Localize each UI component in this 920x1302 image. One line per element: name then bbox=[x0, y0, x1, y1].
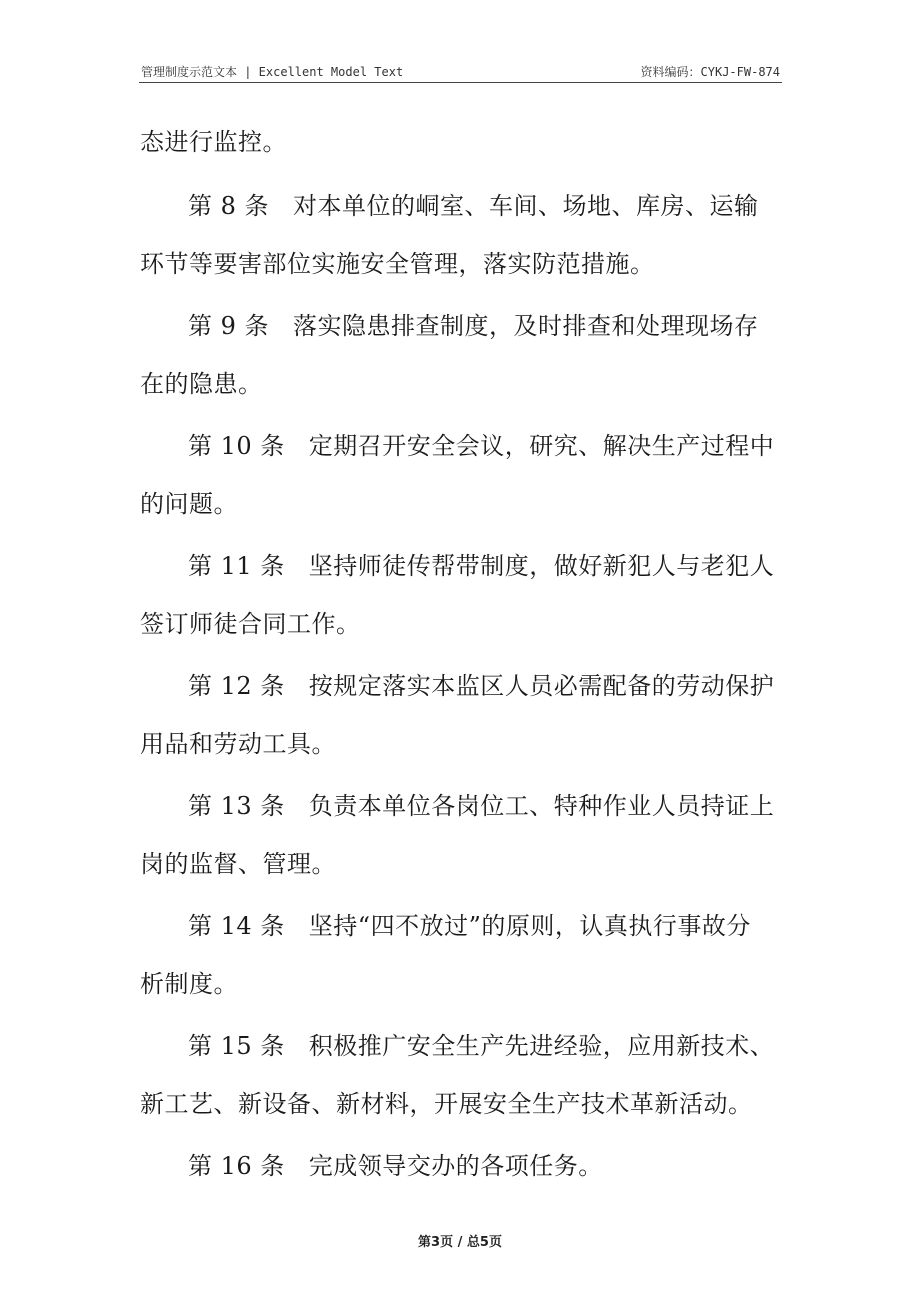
article-text: 对本单位的峒室、车间、场地、库房、运输 bbox=[293, 192, 759, 220]
article-15 bbox=[188, 1022, 774, 1070]
article-13 bbox=[188, 782, 774, 830]
article-11-cont: 签订师徒合同工作。 bbox=[140, 610, 361, 638]
article-11 bbox=[188, 542, 774, 590]
article-number: 第 14 条 bbox=[188, 912, 285, 940]
article-number: 第 12 条 bbox=[188, 672, 285, 700]
article-text: 坚持“四不放过”的原则，认真执行事故分 bbox=[308, 912, 751, 940]
article-number: 第 11 条 bbox=[188, 552, 285, 580]
page-number: 第3页 / 总5页 bbox=[418, 1235, 502, 1250]
article-9-cont: 在的隐患。 bbox=[140, 370, 263, 398]
article-14 bbox=[188, 902, 751, 950]
article-number: 第 10 条 bbox=[188, 432, 285, 460]
paragraph-continuation: 态进行监控。 bbox=[140, 128, 287, 156]
article-text: 完成领导交办的各项任务。 bbox=[308, 1152, 603, 1180]
page-header bbox=[139, 60, 782, 83]
article-number: 第 8 条 bbox=[188, 192, 270, 220]
article-16 bbox=[188, 1142, 603, 1190]
header-title: 管理制度示范文本 | Excellent Model Text bbox=[141, 65, 404, 79]
article-13-cont: 岗的监督、管理。 bbox=[140, 850, 336, 878]
article-12-cont: 用品和劳动工具。 bbox=[140, 730, 336, 758]
article-text: 积极推广安全生产先进经验，应用新技术、 bbox=[308, 1032, 775, 1060]
article-number: 第 9 条 bbox=[188, 312, 270, 340]
article-number: 第 16 条 bbox=[188, 1152, 285, 1180]
article-text: 按规定落实本监区人员必需配备的劳动保护 bbox=[308, 672, 775, 700]
document-code: 资料编码：CYKJ-FW-874 bbox=[640, 65, 780, 79]
article-10 bbox=[188, 422, 774, 470]
article-14-cont: 析制度。 bbox=[140, 970, 238, 998]
article-text: 落实隐患排查制度，及时排查和处理现场存 bbox=[293, 312, 759, 340]
article-12 bbox=[188, 662, 774, 710]
article-9 bbox=[188, 302, 759, 350]
article-15-cont: 新工艺、新设备、新材料，开展安全生产技术革新活动。 bbox=[140, 1090, 753, 1118]
article-10-cont: 的问题。 bbox=[140, 490, 238, 518]
article-text: 坚持师徒传帮带制度，做好新犯人与老犯人 bbox=[308, 552, 775, 580]
article-8-cont: 环节等要害部位实施安全管理，落实防范措施。 bbox=[140, 250, 655, 278]
article-8 bbox=[188, 182, 759, 230]
article-text: 定期召开安全会议，研究、解决生产过程中 bbox=[308, 432, 775, 460]
article-number: 第 13 条 bbox=[188, 792, 285, 820]
article-text: 负责本单位各岗位工、特种作业人员持证上 bbox=[308, 792, 775, 820]
article-number: 第 15 条 bbox=[188, 1032, 285, 1060]
